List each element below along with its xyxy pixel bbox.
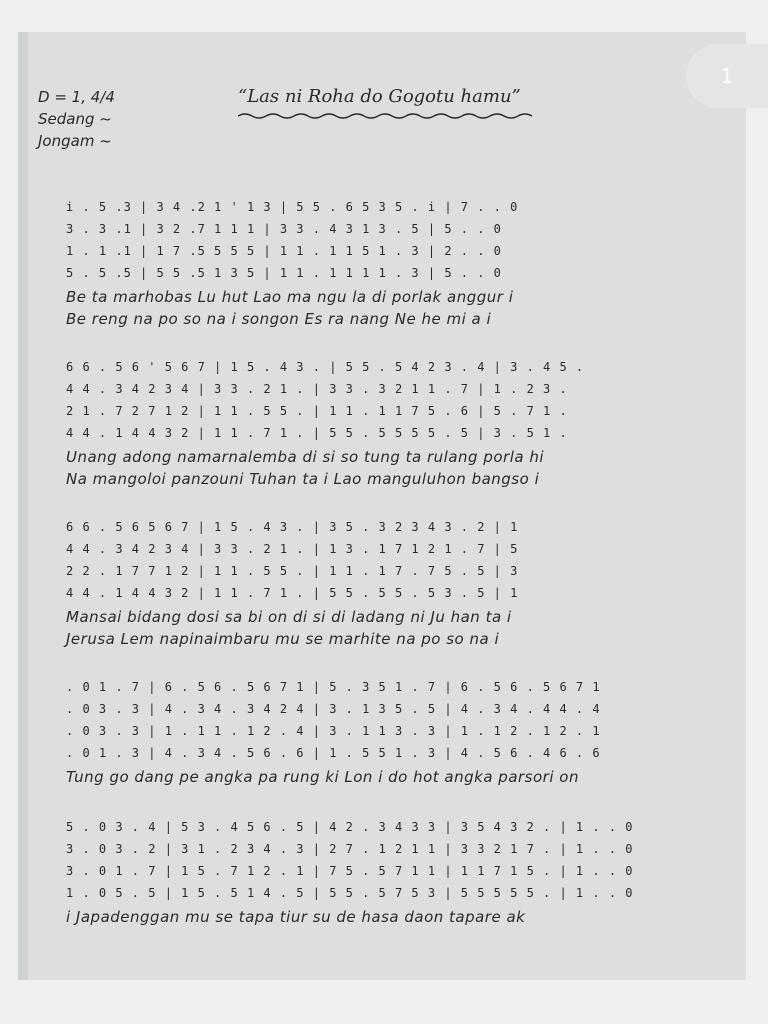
title-underline — [238, 112, 538, 120]
voice-row-bass: 1 . 0 5 . 5 | 1 5 . 5 1 4 . 5 | 5 5 . 5 7 5 3 | 5 5 5 5 5 . | 1 . . 0 — [66, 886, 634, 900]
lyric-verse-1: Unang adong namarnalemba di si so tung ta rulang porla hi — [66, 448, 545, 466]
notation-system-5 — [66, 820, 716, 930]
music-sheet-page — [18, 32, 746, 980]
voice-row-alto: 4 4 . 3 4 2 3 4 | 3 3 . 2 1 . | 3 3 . 3 2 1 1 . 7 | 1 . 2 3 . — [66, 382, 568, 396]
voice-row-soprano: i . 5 .3 | 3 4 .2 1 ' 1 3 | 5 5 . 6 5 3 5 . i | 7 . . 0 — [66, 200, 519, 214]
page-number-badge: 1 — [686, 44, 768, 108]
voice-row-bass: . 0 1 . 3 | 4 . 3 4 . 5 6 . 6 | 1 . 5 5 1 . 3 | 4 . 5 6 . 4 6 . 6 — [66, 746, 601, 760]
lyric-verse-2: Na mangoloi panzouni Tuhan ta i Lao manguluhon bangso i — [66, 470, 540, 488]
tempo-marking: Sedang ~ — [38, 110, 112, 128]
notation-system-1 — [66, 200, 716, 332]
style-marking: Jongam ~ — [38, 132, 112, 150]
lyric-verse-1: Tung go dang pe angka pa rung ki Lon i do hot angka parsori on — [66, 768, 579, 786]
lyric-verse-1: i Japadenggan mu se tapa tiur su de hasa daon tapare ak — [66, 908, 526, 926]
song-title: “Las ni Roha do Gogotu hamu” — [238, 86, 521, 107]
voice-row-alto: 4 4 . 3 4 2 3 4 | 3 3 . 2 1 . | 1 3 . 1 7 1 2 1 . 7 | 5 — [66, 542, 519, 556]
voice-row-tenor: 1 . 1 .1 | 1 7 .5 5 5 5 | 1 1 . 1 1 5 1 . 3 | 2 . . 0 — [66, 244, 502, 258]
notation-system-3 — [66, 520, 716, 652]
voice-row-tenor: . 0 3 . 3 | 1 . 1 1 . 1 2 . 4 | 3 . 1 1 3 . 3 | 1 . 1 2 . 1 2 . 1 — [66, 724, 601, 738]
voice-row-soprano: . 0 1 . 7 | 6 . 5 6 . 5 6 7 1 | 5 . 3 5 1 . 7 | 6 . 5 6 . 5 6 7 1 — [66, 680, 601, 694]
voice-row-tenor: 2 1 . 7 2 7 1 2 | 1 1 . 5 5 . | 1 1 . 1 1 7 5 . 6 | 5 . 7 1 . — [66, 404, 568, 418]
voice-row-bass: 5 . 5 .5 | 5 5 .5 1 3 5 | 1 1 . 1 1 1 1 . 3 | 5 . . 0 — [66, 266, 502, 280]
voice-row-bass: 4 4 . 1 4 4 3 2 | 1 1 . 7 1 . | 5 5 . 5 5 . 5 3 . 5 | 1 — [66, 586, 519, 600]
lyric-verse-2: Be reng na po so na i songon Es ra nang Ne he mi a i — [66, 310, 492, 328]
voice-row-alto: . 0 3 . 3 | 4 . 3 4 . 3 4 2 4 | 3 . 1 3 5 . 5 | 4 . 3 4 . 4 4 . 4 — [66, 702, 601, 716]
voice-row-tenor: 2 2 . 1 7 7 1 2 | 1 1 . 5 5 . | 1 1 . 1 7 . 7 5 . 5 | 3 — [66, 564, 519, 578]
notation-system-4 — [66, 680, 716, 790]
voice-row-soprano: 5 . 0 3 . 4 | 5 3 . 4 5 6 . 5 | 4 2 . 3 4 3 3 | 3 5 4 3 2 . | 1 . . 0 — [66, 820, 634, 834]
lyric-verse-2: Jerusa Lem napinaimbaru mu se marhite na po so na i — [66, 630, 500, 648]
voice-row-alto: 3 . 0 3 . 2 | 3 1 . 2 3 4 . 3 | 2 7 . 1 2 1 1 | 3 3 2 1 7 . | 1 . . 0 — [66, 842, 634, 856]
voice-row-tenor: 3 . 0 1 . 7 | 1 5 . 7 1 2 . 1 | 7 5 . 5 7 1 1 | 1 1 7 1 5 . | 1 . . 0 — [66, 864, 634, 878]
lyric-verse-1: Mansai bidang dosi sa bi on di si di ladang ni Ju han ta i — [66, 608, 512, 626]
voice-row-alto: 3 . 3 .1 | 3 2 .7 1 1 1 | 3 3 . 4 3 1 3 . 5 | 5 . . 0 — [66, 222, 502, 236]
voice-row-soprano: 6 6 . 5 6 5 6 7 | 1 5 . 4 3 . | 3 5 . 3 2 3 4 3 . 2 | 1 — [66, 520, 519, 534]
lyric-verse-1: Be ta marhobas Lu hut Lao ma ngu la di porlak anggur i — [66, 288, 514, 306]
notation-system-2 — [66, 360, 716, 492]
voice-row-bass: 4 4 . 1 4 4 3 2 | 1 1 . 7 1 . | 5 5 . 5 5 5 5 . 5 | 3 . 5 1 . — [66, 426, 568, 440]
key-signature: D = 1, 4/4 — [38, 88, 115, 106]
voice-row-soprano: 6 6 . 5 6 ' 5 6 7 | 1 5 . 4 3 . | 5 5 . 5 4 2 3 . 4 | 3 . 4 5 . — [66, 360, 585, 374]
